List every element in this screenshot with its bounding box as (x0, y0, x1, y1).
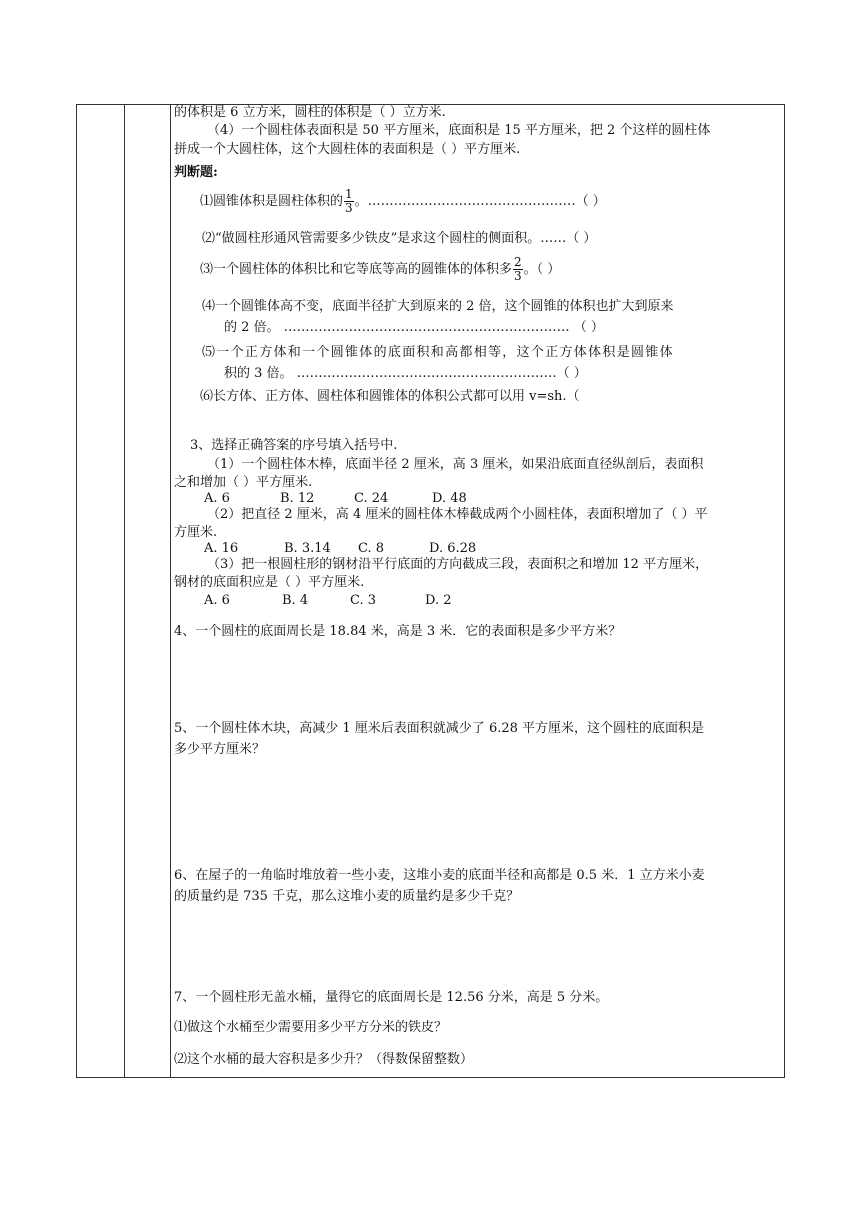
fraction-denominator: 3 (345, 201, 353, 215)
fraction-numerator: 1 (345, 187, 353, 201)
column-divider-1 (124, 105, 125, 1077)
option-b: B. 12 (280, 491, 315, 506)
problem-6-line-2: 的质量约是 735 千克，那么这堆小麦的质量约是多少千克？ (174, 889, 520, 904)
problem-7: 7、一个圆柱形无盖水桶，量得它的底面周长是 12.56 分米，高是 5 分米。 (174, 990, 609, 1005)
worksheet-table (76, 104, 785, 1078)
problem-5-line-1: 5、一个圆柱体木块，高减少 1 厘米后表面积就减少了 6.28 平方厘米，这个圆柱的底面积是 (174, 721, 705, 736)
judge-item-5-line-1: ⑸一个正方体和一个圆锥体的底面积和高都相等，这个正方体体积是圆锥体 (202, 345, 674, 360)
problem-6-line-1: 6、在屋子的一角临时堆放着一些小麦，这堆小麦的底面半径和高都是 0.5 米．1 立方米小麦 (174, 868, 705, 883)
option-a: A. 16 (204, 541, 239, 556)
choice-3-line-1: （3）把一根圆柱形的钢材沿平行底面的方向截成三段，表面积之和增加 12 平方厘米， (207, 557, 709, 572)
judge-item-1-blank: 。…………………………………………（ ） (354, 194, 606, 209)
judge-item-4-line-2: 的 2 倍。 ………………………………………………………… （ ） (224, 320, 604, 335)
fraction (344, 188, 354, 215)
problem-7-part-1: ⑴做这个水桶至少需要用多少平方分米的铁皮？ (174, 1020, 448, 1035)
text-line: 的体积是 6 立方米，圆柱的体积是（ ）立方米. (174, 105, 446, 120)
choice-3-line-2: 钢材的底面积应是（ ）平方厘米. (174, 575, 365, 590)
judge-item-3 (200, 256, 560, 284)
problem-7-part-2: ⑵这个水桶的最大容积是多少升？（得数保留整数） (174, 1052, 474, 1067)
section-heading: 判断题: (174, 165, 218, 180)
choice-3-options (204, 593, 504, 609)
option-a: A. 6 (204, 593, 230, 608)
judge-item-2: ⑵“做圆柱形通风管需要多少铁皮”是求这个圆柱的侧面积。……（ ） (202, 231, 597, 246)
fraction-denominator: 3 (514, 269, 522, 283)
question-4-line-2: 拼成一个大圆柱体，这个大圆柱体的表面积是（ ）平方厘米. (174, 142, 521, 157)
judge-item-5-line-2: 积的 3 倍。 ……………………………………………………（ ） (224, 366, 587, 381)
option-c: C. 3 (350, 593, 377, 608)
problem-4: 4、一个圆柱的底面周长是 18.84 米，高是 3 米．它的表面积是多少平方米？ (174, 624, 622, 639)
choice-1-options (204, 491, 504, 507)
fraction-numerator: 2 (514, 255, 522, 269)
choice-2-line-2: 方厘米. (174, 525, 218, 540)
judge-item-6: ⑹长方体、正方体、圆柱体和圆锥体的体积公式都可以用 v=sh.（ (200, 389, 580, 404)
column-divider-2 (170, 105, 171, 1077)
option-b: B. 4 (282, 593, 309, 608)
judge-item-4-line-1: ⑷一个圆锥体高不变，底面半径扩大到原来的 2 倍，这个圆锥的体积也扩大到原来 (202, 299, 674, 314)
option-c: C. 8 (358, 541, 385, 556)
option-a: A. 6 (204, 491, 230, 506)
choice-1-line-2: 之和增加（ ）平方厘米. (174, 475, 313, 490)
judge-item-1 (200, 188, 606, 216)
judge-item-1-text: ⑴圆锥体积是圆柱体积的 (200, 194, 344, 209)
option-d: D. 2 (425, 593, 452, 608)
problem-5-line-2: 多少平方厘米？ (174, 742, 266, 757)
content-cell (172, 105, 784, 1077)
judge-item-3-blank: 。（ ） (523, 262, 561, 277)
option-b: B. 3.14 (284, 541, 331, 556)
section-heading: 3、选择正确答案的序号填入括号中. (190, 438, 398, 453)
choice-2-line-1: （2）把直径 2 厘米，高 4 厘米的圆柱体木棒截成两个小圆柱体，表面积增加了（ ）平 (207, 507, 708, 522)
option-d: D. 48 (432, 491, 467, 506)
judge-item-3-text: ⑶一个圆柱体的体积比和它等底等高的圆锥体的体积多 (200, 262, 513, 277)
fraction (513, 256, 523, 283)
choice-1-line-1: （1）一个圆柱体木棒，底面半径 2 厘米，高 3 厘米，如果沿底面直径纵剖后，表面积 (207, 457, 704, 472)
choice-2-options (204, 541, 504, 557)
option-d: D. 6.28 (429, 541, 477, 556)
question-4-line-1: （4）一个圆柱体表面积是 50 平方厘米，底面积是 15 平方厘米，把 2 个这样的圆柱体 (207, 123, 711, 138)
option-c: C. 24 (354, 491, 389, 506)
